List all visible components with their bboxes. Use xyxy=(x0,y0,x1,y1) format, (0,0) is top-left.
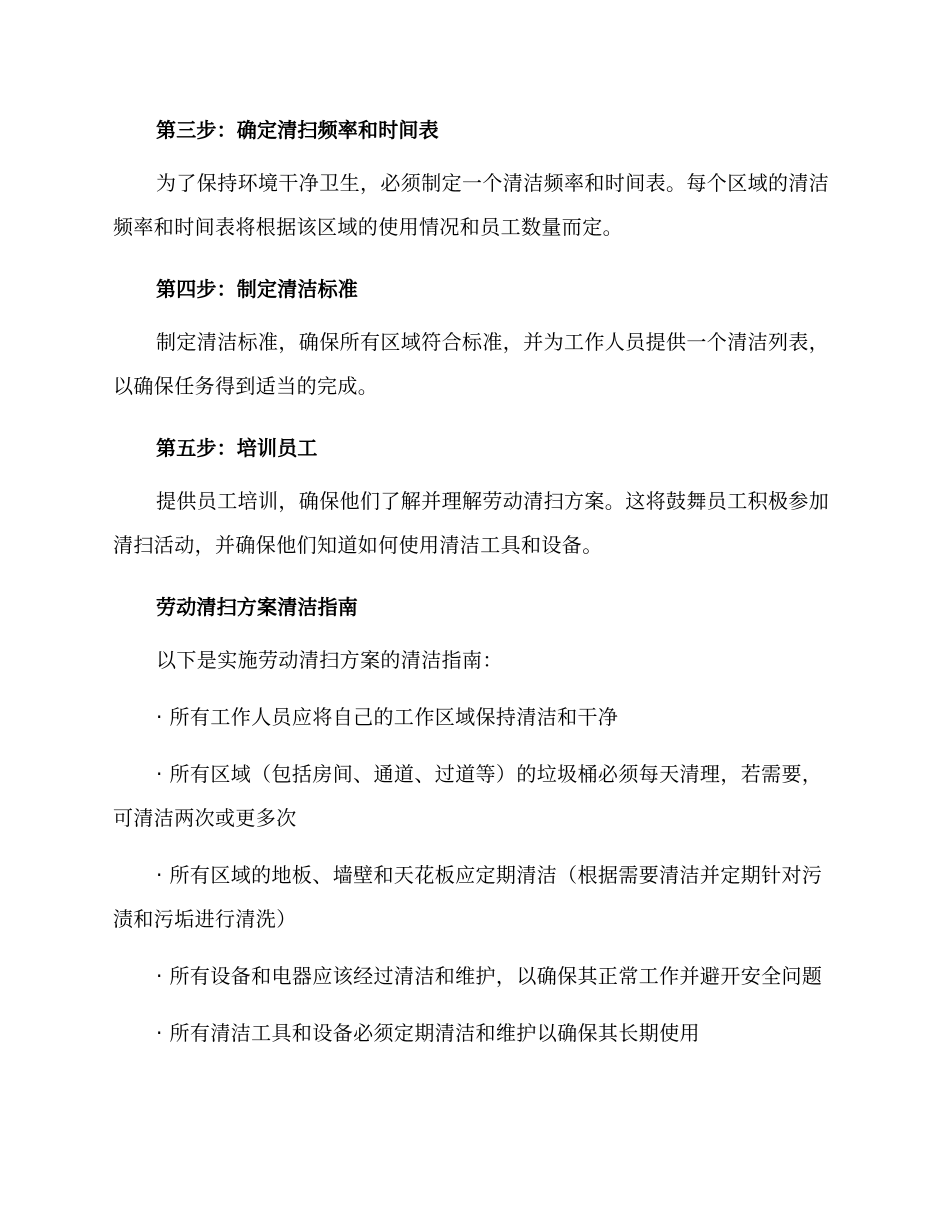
step-three-paragraph: 为了保持环境干净卫生，必须制定一个清洁频率和时间表。每个区域的清洁频率和时间表将根据该区域的使用情况和员工数量而定。 xyxy=(113,171,830,239)
step-four-heading: 第四步：制定清洁标准 xyxy=(156,277,358,301)
step-three-heading: 第三步：确定清扫频率和时间表 xyxy=(156,118,439,142)
document-body xyxy=(113,112,833,1055)
guide-list-item: · 所有工作人员应将自己的工作区域保持清洁和干净 xyxy=(156,705,619,729)
guide-list-item: · 所有设备和电器应该经过清洁和维护，以确保其正常工作并避开安全问题 xyxy=(156,964,823,988)
guide-list-item: · 所有清洁工具和设备必须定期清洁和维护以确保其长期使用 xyxy=(156,1021,700,1045)
guide-list-item: · 所有区域的地板、墙壁和天花板应定期清洁（根据需要清洁并定期针对污渍和污垢进行清洗） xyxy=(113,863,823,931)
guide-list-item: · 所有区域（包括房间、通道、过道等）的垃圾桶必须每天清理，若需要，可清洁两次或更多次 xyxy=(113,762,823,830)
step-four-paragraph: 制定清洁标准，确保所有区域符合标准，并为工作人员提供一个清洁列表，以确保任务得到适当的完成。 xyxy=(113,330,830,398)
cleaning-guide-heading: 劳动清扫方案清洁指南 xyxy=(156,595,358,619)
step-five-paragraph: 提供员工培训，确保他们了解并理解劳动清扫方案。这将鼓舞员工积极参加清扫活动，并确保他们知道如何使用清洁工具和设备。 xyxy=(113,489,830,557)
cleaning-guide-intro: 以下是实施劳动清扫方案的清洁指南： xyxy=(156,648,503,672)
step-five-heading: 第五步：培训员工 xyxy=(156,436,318,460)
